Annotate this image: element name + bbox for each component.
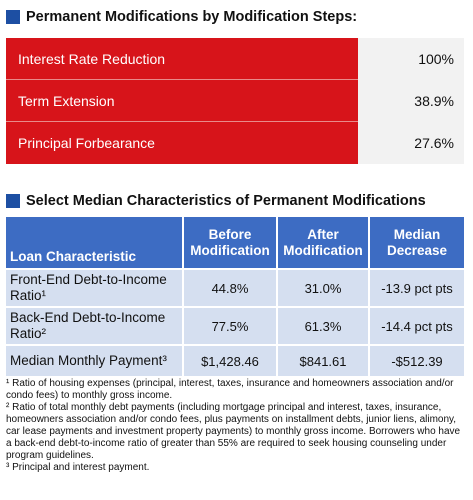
before-value: 77.5% [183, 307, 277, 345]
row-label: Back-End Debt-to-Income Ratio² [6, 307, 183, 345]
column-header: Before Modification [183, 217, 277, 269]
table-row [6, 345, 464, 376]
footnotes [6, 378, 468, 474]
after-value: $841.61 [277, 345, 369, 376]
median-characteristics-table [6, 217, 464, 376]
footnote: ¹ Ratio of housing expenses (principal, interest, taxes, insurance and homeowners association and/or condo fees) to monthly gross income. [6, 378, 454, 401]
bullet-square-icon [6, 194, 20, 208]
decrease-value: -13.9 pct pts [369, 269, 464, 307]
decrease-value: -$512.39 [369, 345, 464, 376]
footnote: ³ Principal and interest payment. [6, 462, 150, 473]
footnote: ² Ratio of total monthly debt payments (including mortgage principal and interest, taxes, insurance, homeowners association and/or condo fees, plus payments on installment debts, junior liens, alimony, car lease payments and investment property payments) to monthly gross income. Borrowers who have a back-end debt-to-income ratio of greater than 55% are required to seek housing counseling under program guidelines. [6, 402, 461, 461]
row-label: Principal Forbearance [6, 122, 358, 164]
section-title: Permanent Modifications by Modification Steps: [26, 9, 358, 25]
table-row [6, 38, 464, 80]
row-label: Median Monthly Payment³ [6, 345, 183, 376]
bullet-square-icon [6, 10, 20, 24]
row-value: 100% [358, 38, 464, 80]
column-header: Median Decrease [369, 217, 464, 269]
table-row [6, 122, 464, 164]
row-label: Interest Rate Reduction [6, 38, 358, 80]
before-value: 44.8% [183, 269, 277, 307]
table-row [6, 269, 464, 307]
modification-steps-table [6, 38, 464, 164]
section-title: Select Median Characteristics of Permanent Modifications [26, 193, 426, 209]
row-value: 27.6% [358, 122, 464, 164]
column-header: After Modification [277, 217, 369, 269]
before-value: $1,428.46 [183, 345, 277, 376]
decrease-value: -14.4 pct pts [369, 307, 464, 345]
section-heading-modifications [6, 9, 357, 25]
section-heading-characteristics [6, 193, 426, 209]
table-row [6, 80, 464, 122]
column-header: Loan Characteristic [6, 217, 183, 269]
row-label: Front-End Debt-to-Income Ratio¹ [6, 269, 183, 307]
row-value: 38.9% [358, 80, 464, 122]
row-label: Term Extension [6, 80, 358, 122]
table-row [6, 307, 464, 345]
after-value: 31.0% [277, 269, 369, 307]
after-value: 61.3% [277, 307, 369, 345]
